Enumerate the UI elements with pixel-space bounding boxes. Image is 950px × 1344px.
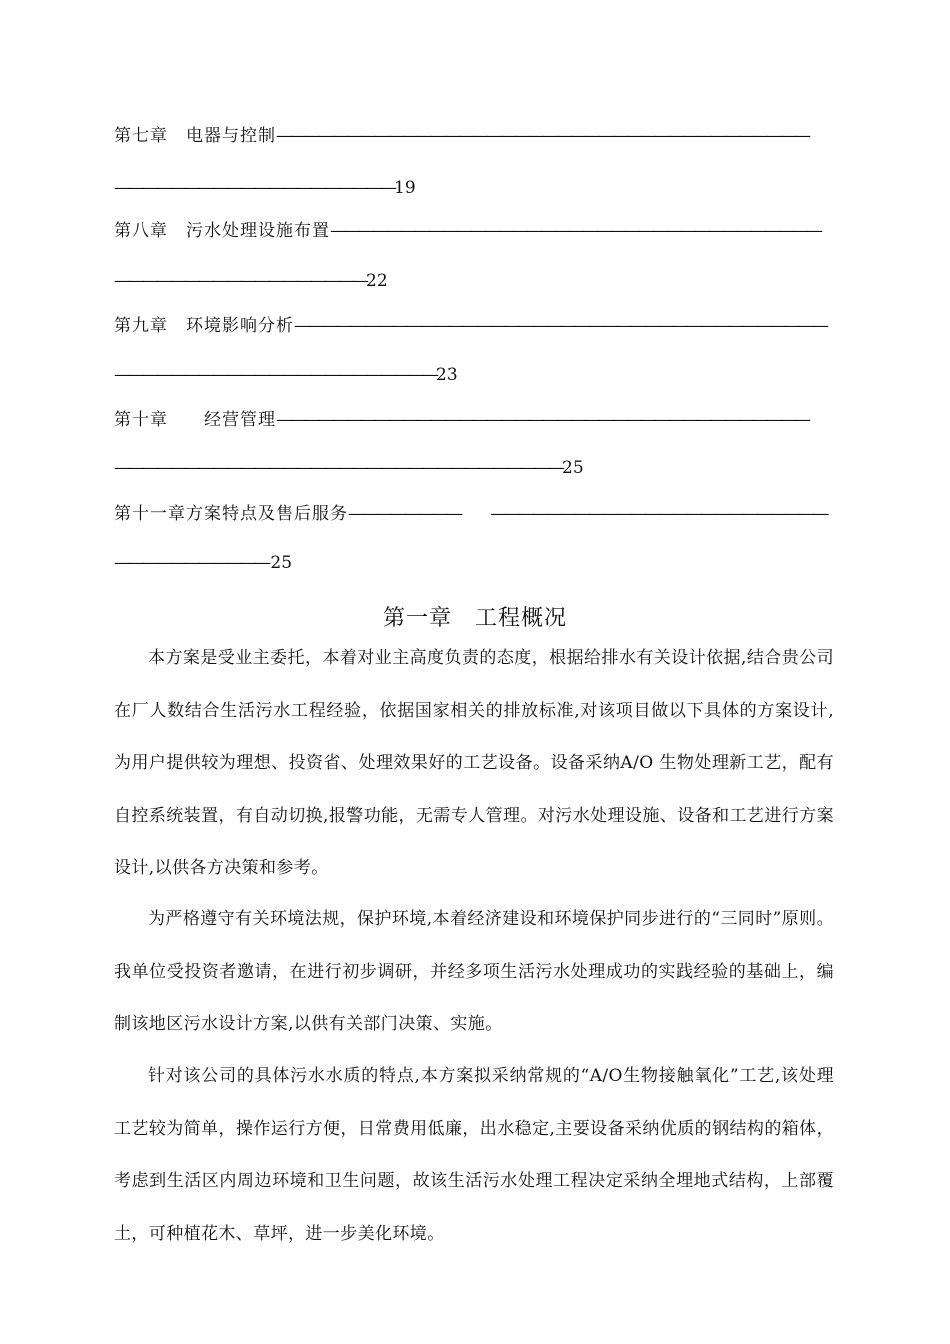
toc-page-number: 19 (394, 178, 416, 198)
toc-leader: —————————————————————————————————————— (294, 316, 826, 336)
chapter-title: 第一章 工程概况 (382, 606, 567, 631)
toc-leader: —————————————————————————————————————— (276, 410, 808, 430)
toc-entry-line (114, 177, 830, 199)
toc-page-number: 25 (270, 553, 293, 573)
toc-leader: ———————————————————— (114, 178, 394, 198)
toc-page-number: 23 (436, 365, 458, 385)
toc-leader: ——————————————————————————————————— (330, 221, 820, 241)
toc-page-number: 25 (562, 458, 584, 478)
toc-leader: —————————————————————————————————————— (276, 126, 808, 146)
toc-entry-line (114, 457, 830, 479)
body-paragraph: 针对该公司的具体污水水质的特点,本方案拟采纳常规的“A/O生物接触氧化”工艺,该处理工艺较为简单，操作运行方便，日常费用低廉，出水稳定,主要设备采纳优质的钢结构的箱体，考虑到生活区内周边环境和卫生问题，故该生活污水处理工程决定采纳全埋地式结构，上部覆土，可种植花木、草坪，进一步美化环境。 (114, 1066, 834, 1244)
toc-entry-line (114, 364, 830, 386)
toc-entry-title: 第十章 经营管理 (114, 410, 276, 430)
toc-leader: ———————— ———————————————————————— (348, 504, 827, 524)
body-paragraph: 为严格遵守有关环境法规，保护环境,本着经济建设和环境保护同步进行的“三同时”原则。我单位受投资者邀请，在进行初步调研，并经多项生活污水处理成功的实践经验的基础上，编制该地区污水设计方案,以供有关部门决策、实施。 (114, 909, 834, 1034)
toc-leader: —————————————————— (114, 271, 366, 291)
toc-entry-title: 第九章 环境影响分析 (114, 316, 294, 336)
toc-entry-title: 第七章 电器与控制 (114, 126, 276, 146)
toc-entry-line (114, 503, 830, 525)
toc-entry-line (114, 315, 830, 337)
toc-entry-line (114, 220, 830, 242)
body-paragraph: 本方案是受业主委托，本着对业主高度负责的态度，根据给排水有关设计依据,结合贵公司在厂人数结合生活污水工程经验，依据国家相关的排放标准,对该项目做以下具体的方案设计,为用户提供较为理想、投资省、处理效果好的工艺设备。设备采纳A/O 生物处理新工艺，配有自控系统装置，有自动切换,报警功能，无需专人管理。对污水处理设施、设备和工艺进行方案设计,以供各方决策和参考。 (114, 648, 834, 878)
toc-leader: ——————————— (114, 553, 271, 573)
toc-entry-line (114, 125, 830, 147)
toc-entry-title: 第八章 污水处理设施布置 (114, 221, 330, 241)
toc-page-number: 22 (366, 271, 388, 291)
toc-entry-line (114, 552, 830, 574)
toc-entry-line (114, 270, 830, 292)
toc-entry-title: 第十一章方案特点及售后服务 (114, 504, 348, 524)
toc-leader: ———————————————————————————————— (114, 458, 562, 478)
toc-entry-line (114, 409, 830, 431)
toc-leader: ——————————————————————— (114, 365, 436, 385)
